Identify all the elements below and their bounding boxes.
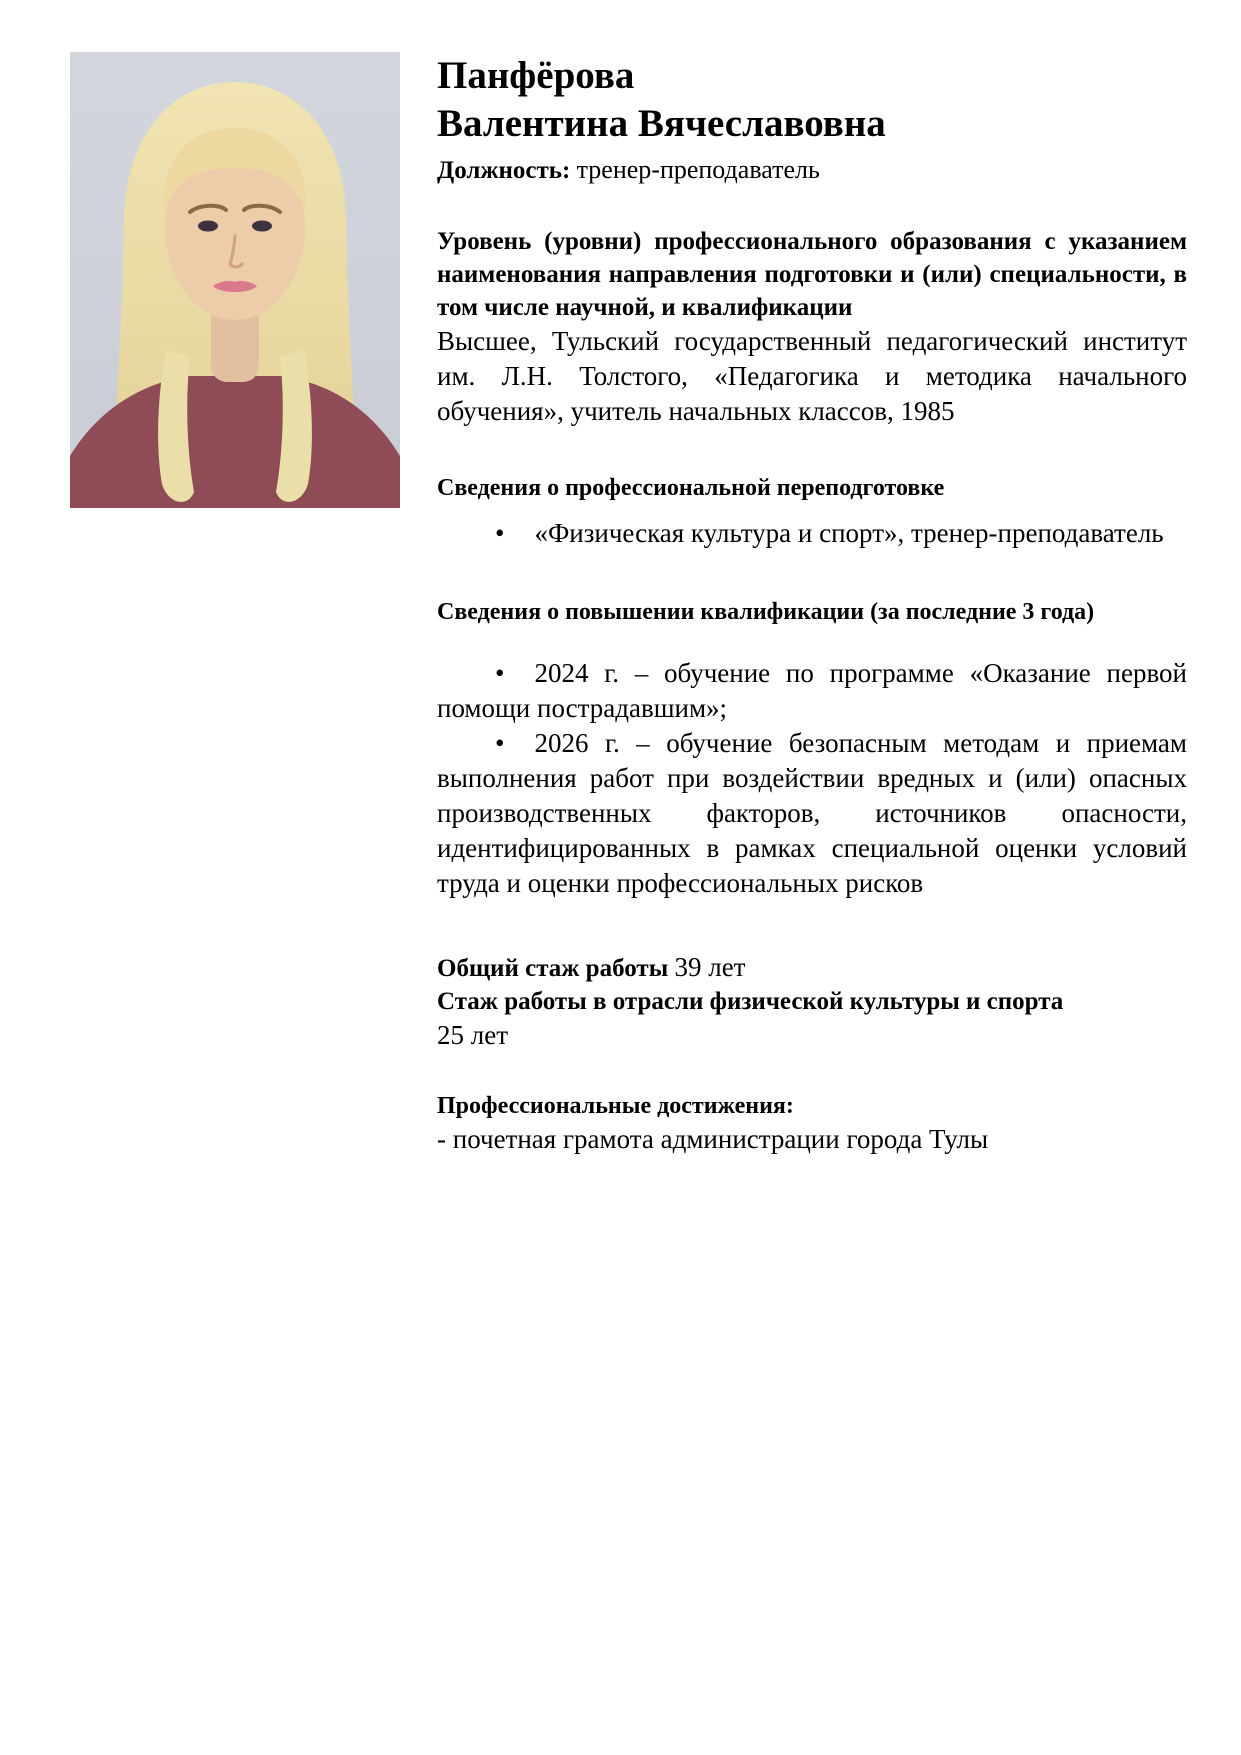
total-experience-line bbox=[437, 951, 1187, 985]
person-surname: Панфёрова bbox=[437, 54, 635, 97]
achievements-block bbox=[437, 1091, 1187, 1156]
bullet-icon: • bbox=[495, 518, 505, 548]
position-value: тренер-преподаватель bbox=[576, 155, 820, 184]
person-given-names: Валентина Вячеславовна bbox=[437, 102, 886, 145]
portrait-illustration bbox=[70, 52, 400, 508]
bullet-icon: • bbox=[495, 658, 505, 688]
education-heading: Уровень (уровни) профессионального образования с указанием наименования направления подготовки и (или) специальности, в том числе научной, и квалификации bbox=[437, 228, 1187, 321]
retraining-item-text: «Физическая культура и спорт», тренер-преподаватель bbox=[534, 518, 1164, 548]
retraining-item bbox=[437, 516, 1187, 551]
qualification-item bbox=[437, 656, 1187, 726]
profile-photo bbox=[70, 52, 400, 508]
person-name bbox=[437, 52, 1187, 148]
achievement-item: - почетная грамота администрации города Тулы bbox=[437, 1124, 989, 1154]
profile-text-column bbox=[437, 52, 1187, 1156]
industry-experience-label: Стаж работы в отрасли физической культуры и спорта bbox=[437, 988, 1064, 1015]
retraining-heading: Сведения о профессиональной переподготовке bbox=[437, 475, 945, 501]
position-line bbox=[437, 154, 1187, 187]
total-experience-label: Общий стаж работы bbox=[437, 955, 669, 982]
position-label: Должность: bbox=[437, 157, 571, 184]
qualification-item bbox=[437, 726, 1187, 901]
qualification-heading: Сведения о повышении квалификации (за последние 3 года) bbox=[437, 599, 1095, 625]
total-experience-value: 39 лет bbox=[674, 952, 746, 982]
qualification-item-text: 2026 г. – обучение безопасным методам и приемам выполнения работ при воздействии вредных и (или) опасных производственных факторов, источников опасности, идентифицированных в рамках специальной оценки условий труда и оценки профессиональных рисков bbox=[437, 728, 1187, 898]
bullet-icon: • bbox=[495, 728, 505, 758]
qualification-item-text: 2024 г. – обучение по программе «Оказание первой помощи пострадавшим»; bbox=[437, 658, 1187, 723]
photo-column bbox=[70, 52, 400, 508]
achievements-heading: Профессиональные достижения: bbox=[437, 1093, 794, 1119]
experience-block bbox=[437, 951, 1187, 1053]
industry-experience-value: 25 лет bbox=[437, 1020, 509, 1050]
education-text: Высшее, Тульский государственный педагогический институт им. Л.Н. Толстого, «Педагогика и методика начального обучения», учитель начальных классов, 1985 bbox=[437, 326, 1187, 426]
